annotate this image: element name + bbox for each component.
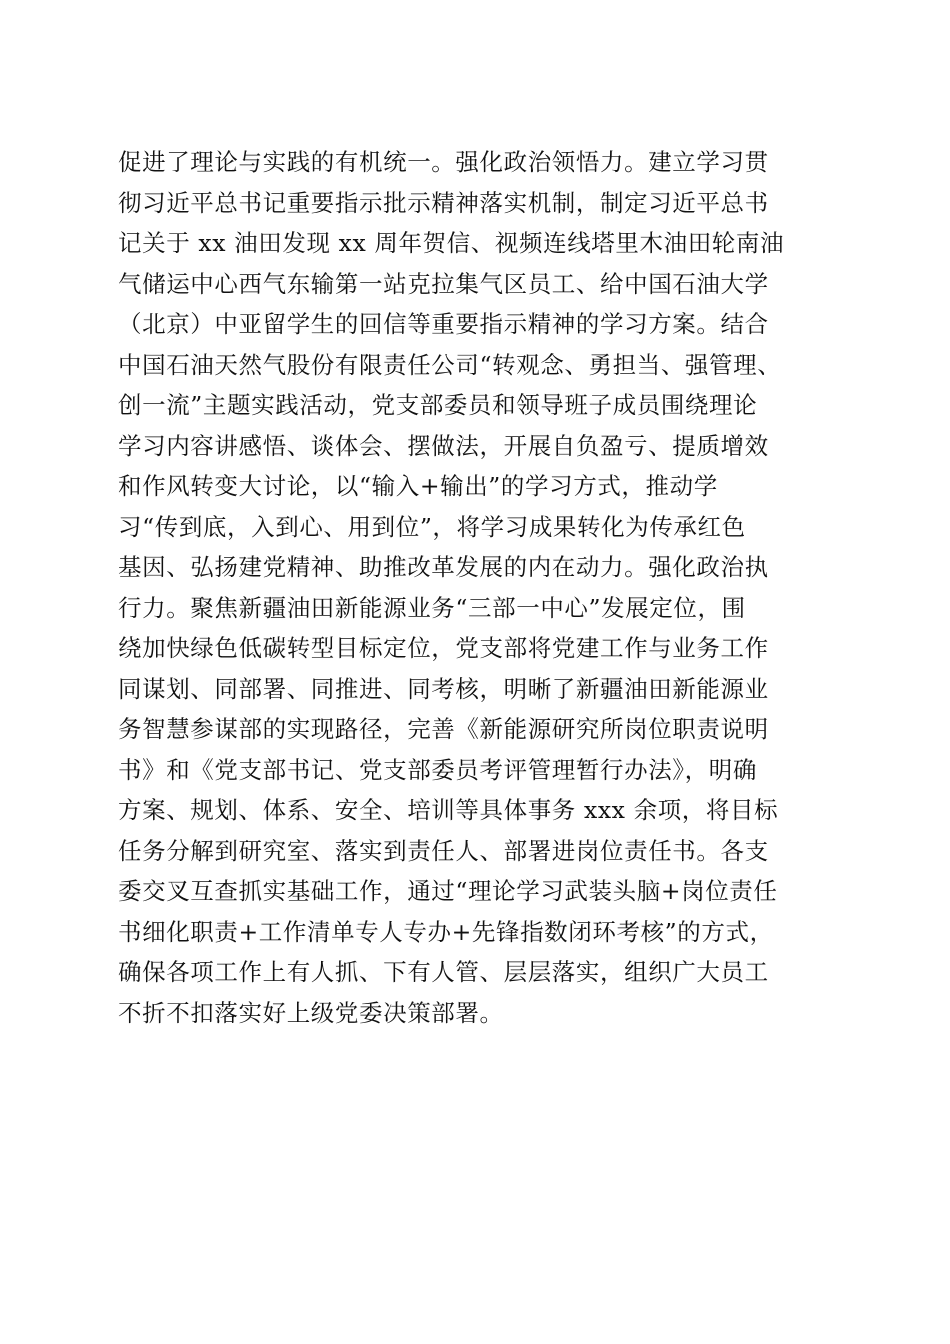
- text-line: 彻习近平总书记重要指示批示精神落实机制，制定习近平总书: [118, 188, 769, 217]
- text-line: 中国石油天然气股份有限责任公司“转观念、勇担当、强管理、: [118, 350, 782, 379]
- text-line: 创一流”主题实践活动，党支部委员和领导班子成员围绕理论: [118, 391, 758, 419]
- text-line: 委交叉互查抓实基础工作，通过“理论学习武装头脑+岗位责任: [118, 877, 778, 905]
- body-paragraph: [118, 142, 858, 1033]
- text-line: 行力。聚焦新疆油田新能源业务“三部一中心”发展定位，围: [118, 593, 746, 622]
- text-line: 书》和《党支部书记、党支部委员考评管理暂行办法》，明确: [118, 755, 757, 784]
- text-line: 促进了理论与实践的有机统一。强化政治领悟力。建立学习贯: [118, 148, 769, 176]
- text-line: 基因、弘扬建党精神、助推改革发展的内在动力。强化政治执: [118, 553, 769, 581]
- text-line: 务智慧参谋部的实现路径，完善《新能源研究所岗位职责说明: [118, 715, 769, 743]
- text-line: 记关于 xx 油田发现 xx 周年贺信、视频连线塔里木油田轮南油: [118, 229, 785, 257]
- text-line: 和作风转变大讨论，以“输入+输出”的学习方式，推动学: [118, 472, 718, 500]
- text-line: 书细化职责+工作清单专人专办+先锋指数闭环考核”的方式，: [118, 917, 774, 946]
- text-line: 方案、规划、体系、安全、培训等具体事务 xxx 余项，将目标: [118, 796, 779, 824]
- text-line: 学习内容讲感悟、谈体会、摆做法，开展自负盈亏、提质增效: [118, 431, 769, 460]
- text-line: 同谋划、同部署、同推进、同考核，明晰了新疆油田新能源业: [118, 674, 769, 703]
- text-line: 气储运中心西气东输第一站克拉集气区员工、给中国石油大学: [118, 269, 769, 298]
- text-line: 不折不扣落实好上级党委决策部署。: [118, 998, 504, 1027]
- text-line: 任务分解到研究室、落实到责任人、部署进岗位责任书。各支: [118, 836, 769, 865]
- text-line: 绕加快绿色低碳转型目标定位，党支部将党建工作与业务工作: [118, 634, 769, 662]
- text-line: 确保各项工作上有人抓、下有人管、层层落实，组织广大员工: [118, 958, 769, 986]
- text-line: 习“传到底，入到心、用到位”，将学习成果转化为传承红色: [118, 512, 746, 541]
- text-line: （北京）中亚留学生的回信等重要指示精神的学习方案。结合: [118, 310, 769, 338]
